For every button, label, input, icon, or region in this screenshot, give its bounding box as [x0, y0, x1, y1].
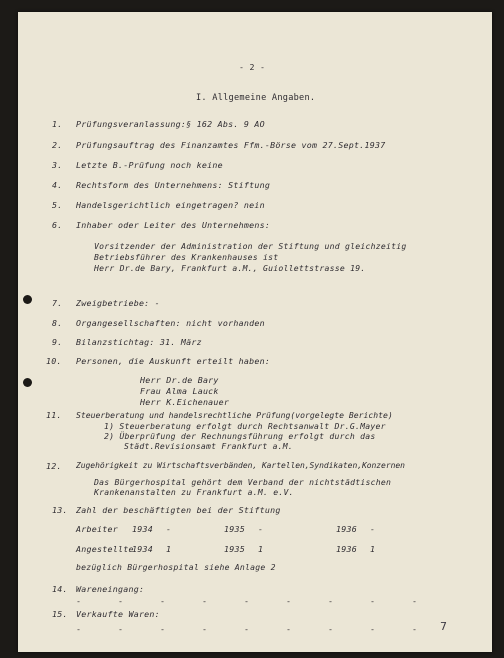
item-6-line: Herr Dr.de Bary, Frankfurt a.M., Guiollettstrasse 19.	[94, 263, 366, 273]
item-11-text: Steuerberatung und handelsrechtliche Prüfung(vorgelegte Berichte)	[76, 410, 393, 420]
dash: -	[118, 624, 124, 634]
staff-value: 1	[258, 544, 264, 554]
dash: -	[244, 624, 250, 634]
dash: -	[202, 596, 208, 606]
item-number: 4.	[52, 180, 63, 190]
item-11-line: Städt.Revisionsamt Frankfurt a.M.	[124, 441, 294, 451]
dash: -	[160, 596, 166, 606]
dash: -	[370, 596, 376, 606]
item-6-text: Inhaber oder Leiter des Unternehmens:	[76, 220, 271, 230]
staff-value: -	[258, 524, 264, 534]
staff-year: 1935	[224, 544, 245, 554]
dash: -	[118, 596, 124, 606]
staff-year: 1934	[132, 544, 153, 554]
item-6-line: Betriebsführer des Krankenhauses ist	[94, 252, 279, 262]
dash: -	[202, 624, 208, 634]
item-number: 14.	[52, 584, 68, 594]
item-7-text: Zweigbetriebe: -	[76, 298, 160, 308]
person-name: Herr K.Eichenauer	[140, 397, 230, 407]
document-page	[18, 12, 492, 652]
staff-year: 1936	[336, 544, 357, 554]
item-number: 9.	[52, 337, 63, 347]
item-number: 7.	[52, 298, 63, 308]
dash: -	[76, 624, 82, 634]
staff-angestellte-label: Angestellte	[76, 544, 134, 554]
dash: -	[328, 624, 334, 634]
item-8-text: Organgesellschaften: nicht vorhanden	[76, 318, 265, 328]
dash: -	[76, 596, 82, 606]
page-number: - 2 -	[239, 62, 266, 72]
item-5-text: Handelsgerichtlich eingetragen? nein	[76, 200, 265, 210]
item-2-text: Prüfungsauftrag des Finanzamtes Ffm.-Börse vom 27.Sept.1937	[76, 140, 386, 150]
dash: -	[286, 624, 292, 634]
staff-value: 1	[370, 544, 376, 554]
staff-value: -	[370, 524, 376, 534]
item-number: 8.	[52, 318, 63, 328]
item-4-text: Rechtsform des Unternehmens: Stiftung	[76, 180, 271, 190]
staff-value: -	[166, 524, 172, 534]
dash: -	[328, 596, 334, 606]
staff-year: 1935	[224, 524, 245, 534]
staff-value: 1	[166, 544, 172, 554]
item-13-note: bezüglich Bürgerhospital siehe Anlage 2	[76, 562, 276, 572]
dash: -	[370, 624, 376, 634]
dash: -	[244, 596, 250, 606]
item-number: 1.	[52, 119, 63, 129]
item-number: 15.	[52, 609, 68, 619]
person-name: Frau Alma Lauck	[140, 386, 219, 396]
item-number: 5.	[52, 200, 63, 210]
item-14-text: Wareneingang:	[76, 584, 145, 594]
punch-hole	[23, 378, 32, 387]
item-12-line: Krankenanstalten zu Frankfurt a.M. e.V.	[94, 487, 294, 497]
staff-arbeiter-label: Arbeiter	[76, 524, 118, 534]
item-number: 10.	[46, 356, 62, 366]
item-10-text: Personen, die Auskunft erteilt haben:	[76, 356, 271, 366]
dash: -	[160, 624, 166, 634]
section-heading: I. Allgemeine Angaben.	[196, 93, 316, 103]
item-number: 13.	[52, 505, 68, 515]
item-number: 6.	[52, 220, 63, 230]
dash: -	[412, 624, 418, 634]
item-12-line: Das Bürgerhospital gehört dem Verband der nichtstädtischen	[94, 477, 392, 487]
staff-year: 1934	[132, 524, 153, 534]
item-9-text: Bilanzstichtag: 31. März	[76, 337, 202, 347]
staff-year: 1936	[336, 524, 357, 534]
item-1-text: Prüfungsveranlassung:§ 162 Abs. 9 AO	[76, 119, 265, 129]
item-number: 2.	[52, 140, 63, 150]
punch-hole	[23, 295, 32, 304]
pencil-mark: 7	[440, 620, 448, 633]
item-6-line: Vorsitzender der Administration der Stiftung und gleichzeitig	[94, 241, 407, 251]
item-number: 12.	[46, 461, 62, 471]
item-number: 11.	[46, 410, 62, 420]
item-3-text: Letzte B.-Prüfung noch keine	[76, 160, 223, 170]
item-15-text: Verkaufte Waren:	[76, 609, 160, 619]
item-11-line: 1) Steuerberatung erfolgt durch Rechtsanwalt Dr.G.Mayer	[104, 421, 386, 431]
dash: -	[286, 596, 292, 606]
item-12-text: Zugehörigkeit zu Wirtschaftsverbänden, Kartellen,Syndikaten,Konzernen	[76, 461, 405, 470]
item-13-text: Zahl der beschäftigten bei der Stiftung	[76, 505, 281, 515]
dash: -	[412, 596, 418, 606]
person-name: Herr Dr.de Bary	[140, 375, 219, 385]
item-number: 3.	[52, 160, 63, 170]
item-11-line: 2) Überprüfung der Rechnungsführung erfolgt durch das	[104, 431, 376, 441]
